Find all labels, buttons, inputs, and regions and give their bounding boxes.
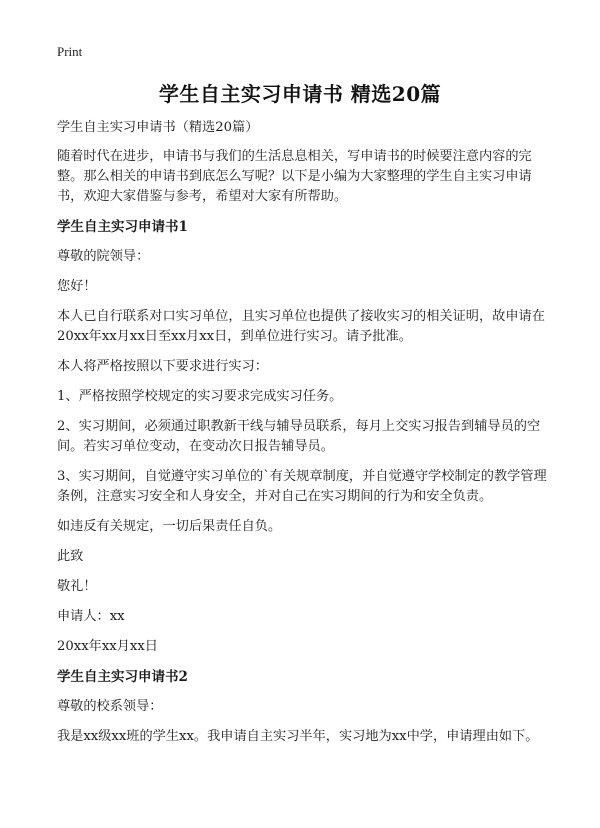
document-subtitle: 学生自主实习申请书（精选20篇） [57,120,259,135]
section-1-item-3: 3、实习期间，自觉遵守实习单位的`有关规章制度，并自觉遵守学校制定的教学管理条例，注意实习安全和人身安全，并对自己在实习期间的行为和安全负责。 [57,469,547,504]
section-1-paragraph-1: 本人已自行联系对口实习单位，且实习单位也提供了接收实习的相关证明，故申请在20xx年xx月xx日至xx月xx日，到单位进行实习。请予批准。 [57,309,545,344]
section-1-date: 20xx年xx月xx日 [57,639,158,654]
section-2-paragraph-1: 我是xx级xx班的学生xx。我申请自主实习半年，实习地为xx中学，申请理由如下。 [57,729,539,744]
section-1-salutation: 尊敬的院领导： [57,249,150,264]
section-1-paragraph-3: 如违反有关规定，一切后果责任自负。 [57,519,282,534]
section-1-closing-1: 此致 [57,549,84,564]
section-1-item-1: 1、严格按照学校规定的实习要求完成实习任务。 [57,389,343,404]
section-1-closing-2: 敬礼！ [57,579,97,594]
print-link[interactable]: Print [57,44,83,59]
document-title: 学生自主实习申请书 精选20篇 [158,82,442,106]
section-1-applicant: 申请人：xx [57,609,125,624]
section-1-heading: 学生自主实习申请书1 [57,219,188,235]
intro-paragraph: 随着时代在进步，申请书与我们的生活息息相关，写申请书的时候要注意内容的完整。那么相关的申请书到底怎么写呢？以下是小编为大家整理的学生自主实习申请书，欢迎大家借鉴与参考，希望对大家有所帮助。 [57,149,532,204]
section-1-paragraph-2: 本人将严格按照以下要求进行实习： [57,359,268,374]
section-1-greeting: 您好！ [57,279,97,294]
section-1-item-2: 2、实习期间，必须通过职教新干线与辅导员联系，每月上交实习报告到辅导员的空间。若实习单位变动，在变动次日报告辅导员。 [57,419,541,454]
document-body [57,118,547,757]
section-2-salutation: 尊敬的校系领导： [57,699,163,714]
section-2-heading: 学生自主实习申请书2 [57,669,188,685]
